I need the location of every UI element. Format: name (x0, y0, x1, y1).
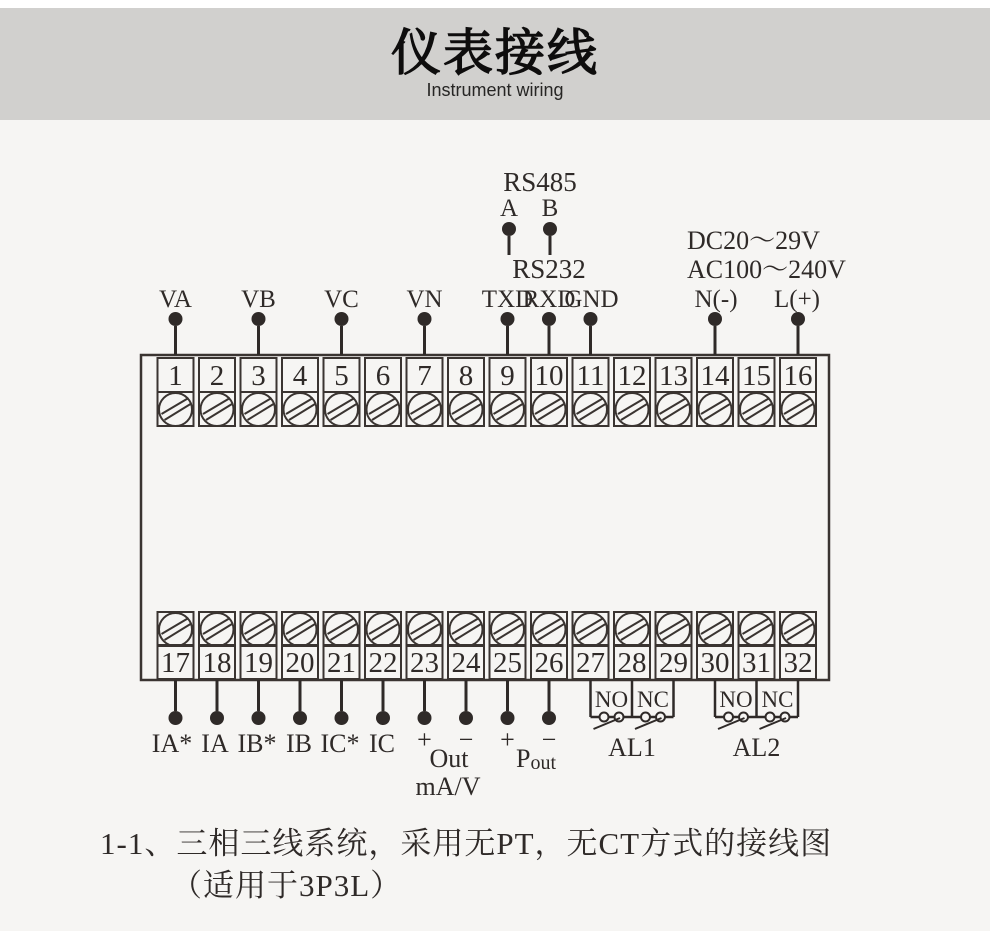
terminal-number: 4 (292, 360, 308, 392)
label-relay1-nc: NC (637, 687, 669, 712)
bottom-wire-dots (169, 711, 557, 725)
label-ic-star: IC* (320, 729, 360, 758)
terminal-number: 2 (209, 360, 225, 392)
terminal-number: 3 (251, 360, 266, 392)
page-subtitle: Instrument wiring (426, 80, 564, 101)
terminal-number: 13 (659, 360, 688, 392)
terminal-number: 30 (700, 647, 730, 679)
terminal-number: 11 (576, 360, 605, 392)
caption-line-2: （适用于3P3L） (171, 868, 403, 903)
label-txd: TXD (481, 286, 534, 313)
terminal-number: 5 (334, 360, 349, 392)
bottom-wires (176, 680, 550, 711)
terminal-number: 18 (202, 647, 232, 679)
terminal-number: 19 (244, 647, 273, 679)
terminal-number: 6 (375, 360, 391, 392)
label-gnd: GND (564, 286, 619, 313)
terminal-number: 12 (617, 360, 647, 392)
label-relay1-no: NO (594, 687, 629, 712)
label-relay2-no: NO (719, 687, 753, 712)
terminal-number: 10 (534, 360, 564, 392)
terminal-number: 29 (659, 647, 688, 679)
terminal-number: 16 (783, 360, 813, 392)
label-ib: IB (286, 729, 312, 758)
page-title: 仪表接线 (391, 24, 599, 81)
label-out-unit: mA/V (415, 772, 481, 801)
label-vc: VC (324, 286, 359, 313)
caption-line-1: 1-1、三相三线系统，采用无PT，无CT方式的接线图 (100, 826, 833, 861)
terminal-number: 32 (783, 647, 813, 679)
terminal-number: 20 (285, 647, 315, 679)
label-rs485-a: A (499, 195, 519, 222)
terminal-number: 7 (417, 360, 432, 392)
label-pout-minus: − (541, 725, 557, 754)
label-out-plus: + (417, 725, 432, 754)
label-power-dc: DC20～29V (687, 226, 820, 255)
label-vn: VN (406, 286, 443, 313)
terminal-number: 31 (742, 647, 771, 679)
label-line: L(+) (773, 286, 821, 313)
label-pout-plus: + (500, 725, 515, 754)
label-al1: AL1 (608, 733, 656, 762)
terminal-number: 21 (327, 647, 356, 679)
terminal-number: 1 (168, 360, 183, 392)
label-pout-sub: out (530, 752, 557, 774)
label-out-minus: − (458, 725, 474, 754)
label-relay2-nc: NC (761, 687, 794, 712)
terminal-number: 8 (458, 360, 474, 392)
label-rs485: RS485 (503, 167, 577, 197)
label-al2: AL2 (732, 733, 781, 762)
terminal-number: 23 (410, 647, 439, 679)
terminal-number: 27 (576, 647, 605, 679)
terminal-number: 15 (742, 360, 771, 392)
label-rs232: RS232 (512, 254, 586, 284)
label-vb: VB (241, 286, 276, 313)
terminal-number: 26 (534, 647, 564, 679)
terminal-number: 22 (368, 647, 398, 679)
terminal-number: 9 (500, 360, 515, 392)
label-ia-star: IA* (151, 729, 193, 758)
label-neutral: N(-) (694, 286, 738, 313)
label-rxd: RXD (522, 286, 576, 313)
terminal-number: 17 (161, 647, 190, 679)
label-rs485-b: B (541, 195, 559, 222)
label-ic: IC (369, 729, 395, 758)
terminal-number: 28 (617, 647, 647, 679)
label-ia: IA (201, 729, 229, 758)
terminal-number: 25 (493, 647, 522, 679)
terminal-number: 14 (700, 360, 730, 392)
label-pout-p: P (516, 744, 531, 773)
terminal-number: 24 (451, 647, 481, 679)
label-ib-star: IB* (237, 729, 277, 758)
label-out: Out (429, 744, 469, 773)
label-va: VA (159, 286, 192, 313)
label-power-ac: AC100～240V (687, 255, 846, 284)
